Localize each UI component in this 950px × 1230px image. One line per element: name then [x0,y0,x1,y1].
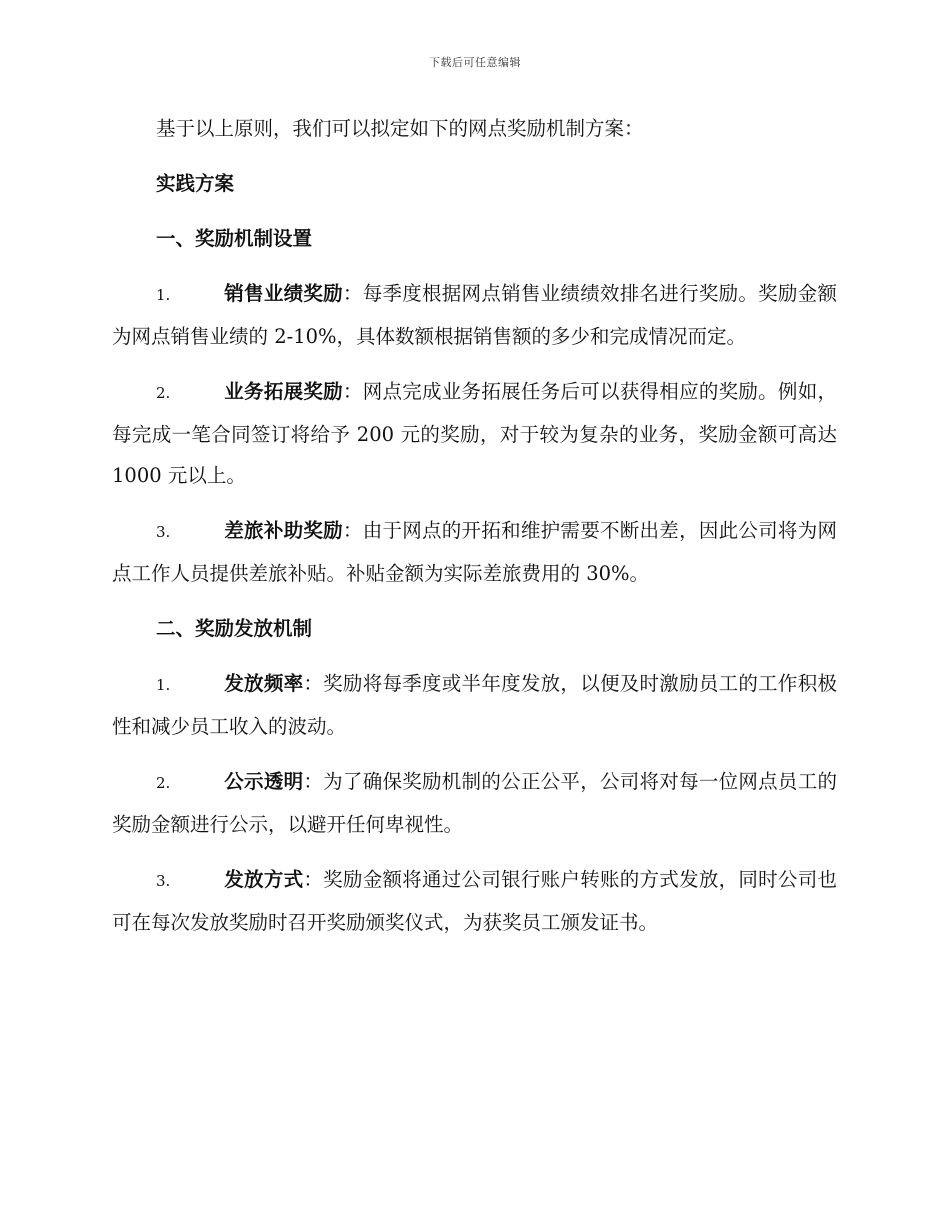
list-item [112,510,837,594]
part2-heading: 二、奖励发放机制 [156,617,313,640]
list-item-number: 2. [156,384,171,402]
list-item-number: 3. [156,523,171,541]
list-item-body: ：为了确保奖励机制的公正公平，公司将对每一位网点员工的奖励金额进行公示，以避开任何卑视性。 [112,770,837,836]
list-item [112,663,837,747]
list-item [112,761,837,845]
list-item-title: 公示透明 [224,770,304,793]
list-item-body: ：奖励金额将通过公司银行账户转账的方式发放，同时公司也可在每次发放奖励时召开奖励颁奖仪式，为获奖员工颁发证书。 [112,868,837,934]
list-item-number: 2. [156,774,171,792]
list-item-body: ：每季度根据网点销售业绩绩效排名进行奖励。奖励金额为网点销售业绩的 2-10%，具体数额根据销售额的多少和完成情况而定。 [112,282,837,348]
page-header: 下载后可任意编辑 [429,56,521,69]
list-item-body: ：由于网点的开拓和维护需要不断出差，因此公司将为网点工作人员提供差旅补贴。补贴金额为实际差旅费用的 30%。 [112,519,837,585]
list-item-body: ：奖励将每季度或半年度发放，以便及时激励员工的工作积极性和减少员工收入的波动。 [112,672,837,738]
list-item-number: 3. [156,872,171,890]
list-item-title: 销售业绩奖励 [224,282,343,305]
part1-heading: 一、奖励机制设置 [156,227,313,250]
section-title: 实践方案 [156,172,235,195]
list-item-title: 业务拓展奖励 [224,380,343,403]
list-item-number: 1. [156,286,171,304]
list-item-body: ：网点完成业务拓展任务后可以获得相应的奖励。例如，每完成一笔合同签订将给予 200 元的奖励，对于较为复杂的业务，奖励金额可高达 1000 元以上。 [112,380,837,487]
list-item-title: 发放方式 [224,868,304,891]
list-item-title: 发放频率 [224,672,304,695]
list-item-number: 1. [156,676,171,694]
list-item [112,859,837,943]
document-body [112,108,837,957]
list-item [112,371,837,496]
list-item-title: 差旅补助奖励 [224,519,343,542]
intro-paragraph: 基于以上原则，我们可以拟定如下的网点奖励机制方案： [156,117,644,140]
list-item [112,273,837,357]
